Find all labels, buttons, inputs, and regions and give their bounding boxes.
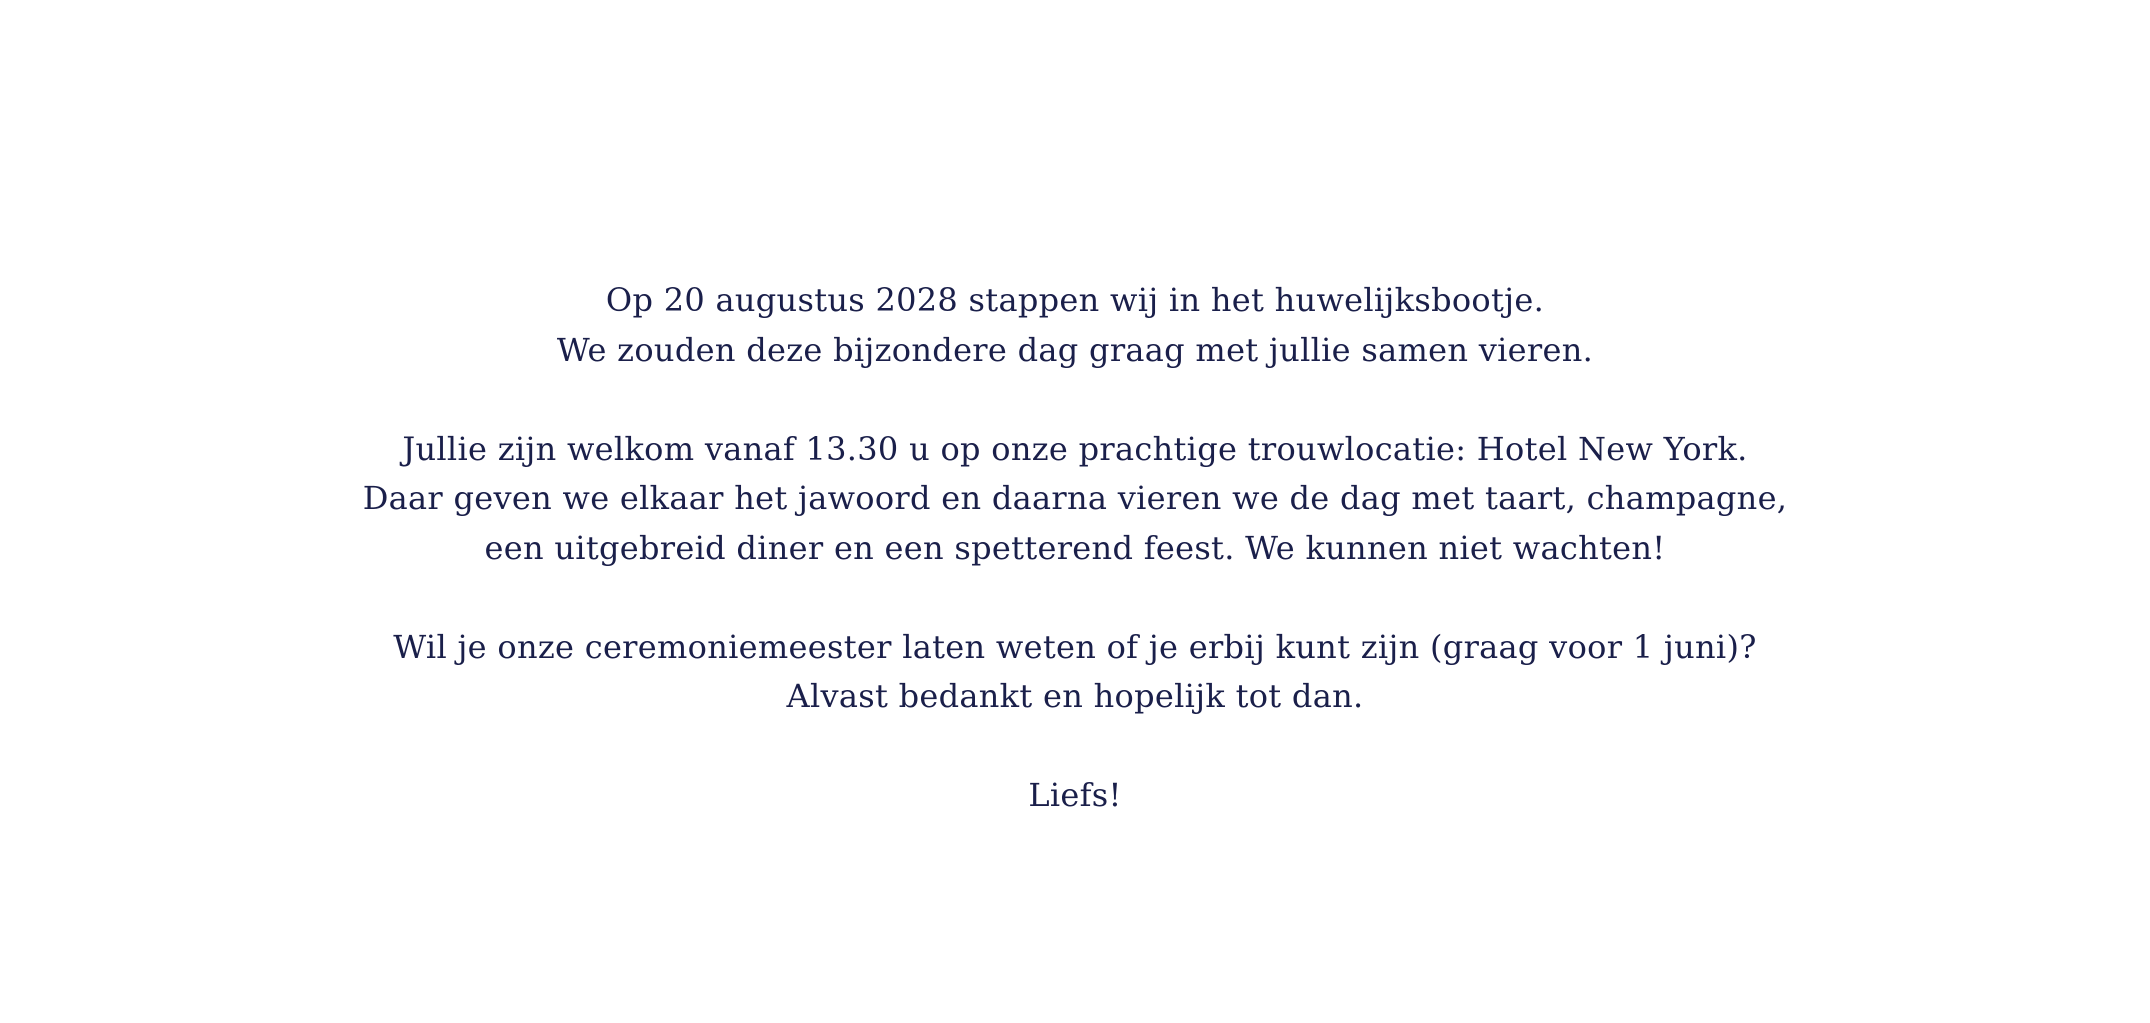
text-line: We zouden deze bijzondere dag graag met jullie samen vieren. <box>556 330 1594 369</box>
paragraph-details <box>0 425 2150 574</box>
closing-text: Liefs! <box>1028 776 1122 814</box>
paragraph-rsvp <box>0 623 2150 722</box>
text-line: Alvast bedankt en hopelijk tot dan. <box>786 677 1364 715</box>
text-line: Op 20 augustus 2028 stappen wij in het huwelijksbootje. <box>605 281 1545 319</box>
paragraph-date <box>0 276 2150 375</box>
paragraph-closing <box>0 771 2150 821</box>
text-line: Jullie zijn welkom vanaf 13.30 u op onze prachtige trouwlocatie: Hotel New York. <box>402 429 1748 468</box>
text-line: een uitgebreid diner en een spetterend feest. We kunnen niet wachten! <box>484 528 1666 567</box>
text-line: Daar geven we elkaar het jawoord en daarna vieren we de dag met taart, champagne, <box>362 479 1788 517</box>
text-line: Wil je onze ceremoniemeester laten weten of je erbij kunt zijn (graag voor 1 juni)? <box>393 627 1757 666</box>
invitation-text <box>0 276 2150 821</box>
